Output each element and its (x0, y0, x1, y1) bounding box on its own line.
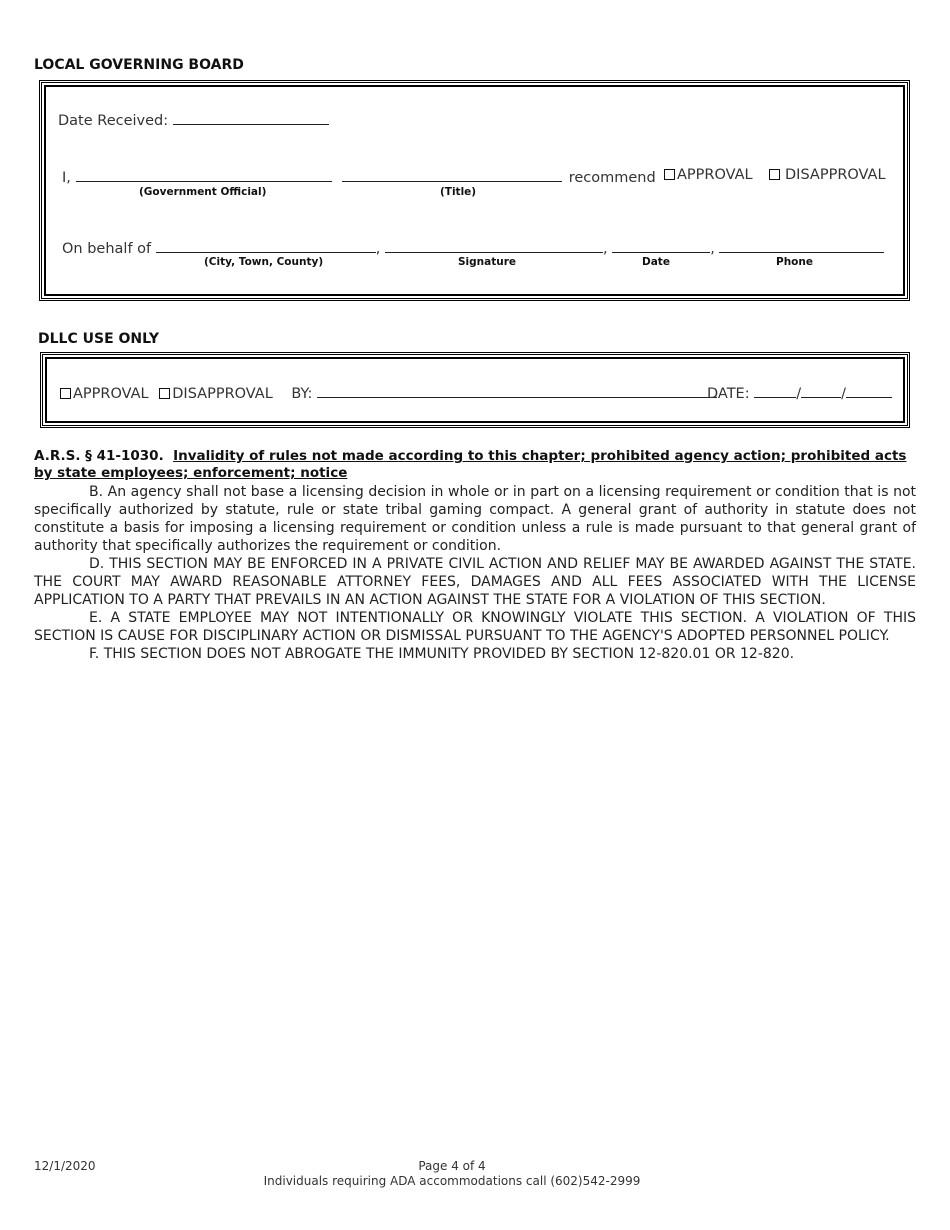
date-field[interactable] (612, 238, 710, 253)
date-received-row (58, 110, 329, 129)
dllc-date-label: DATE: (707, 386, 750, 402)
local-board-title: LOCAL GOVERNING BOARD (34, 57, 244, 73)
dllc-title: DLLC USE ONLY (38, 331, 159, 347)
title-field[interactable] (342, 167, 562, 182)
lgb-approval-checkbox[interactable] (664, 169, 675, 180)
dllc-disapproval-checkbox[interactable] (159, 388, 170, 399)
comma: , (602, 241, 608, 257)
statute-heading (34, 448, 916, 482)
dllc-disapproval-label: DISAPPROVAL (172, 386, 273, 402)
caption-city-town-county: (City, Town, County) (204, 256, 324, 268)
dllc-approval-checkbox[interactable] (60, 388, 71, 399)
comma: , (375, 241, 381, 257)
caption-government-official: (Government Official) (139, 186, 267, 198)
city-town-county-field[interactable] (156, 238, 376, 253)
slash: / (841, 386, 846, 402)
dllc-date-month-field[interactable] (754, 383, 796, 398)
signature-field[interactable] (385, 238, 603, 253)
date-received-label: Date Received: (58, 113, 169, 129)
lgb-disapproval-option[interactable] (769, 167, 886, 183)
statute-paragraph-b: B. An agency shall not base a licensing decision in whole or in part on a licensing requirement or condition that is not specifically authorized by statute, rule or state tribal gaming compact. A general grant of authority in statute does not constitute a basis for imposing a licensing requirement or condition unless a rule is made pursuant to that general grant of authority that specifically authorizes the requirement or condition. (34, 484, 916, 554)
footer-ada-note: Individuals requiring ADA accommodations call (602)542-2999 (263, 1174, 641, 1188)
statute-paragraph-f: F. THIS SECTION DOES NOT ABROGATE THE IMMUNITY PROVIDED BY SECTION 12-820.01 OR 12-820. (89, 646, 795, 662)
government-official-field[interactable] (76, 167, 332, 182)
caption-title: (Title) (440, 186, 477, 198)
statute-title: Invalidity of rules not made according to this chapter; prohibited agency action; prohibited acts by state employees; enforcement; notice (34, 448, 907, 481)
dllc-date-year-field[interactable] (846, 383, 892, 398)
lgb-disapproval-label: DISAPPROVAL (785, 167, 886, 183)
by-label: BY: (291, 386, 313, 402)
slash: / (796, 386, 802, 402)
caption-signature: Signature (458, 256, 517, 268)
dllc-approval-label: APPROVAL (73, 386, 149, 402)
footer-date: 12/1/2020 (34, 1159, 96, 1173)
lgb-approval-label: APPROVAL (677, 167, 753, 183)
caption-phone: Phone (776, 256, 813, 268)
recommend-label: recommend (568, 170, 656, 186)
official-row (62, 167, 656, 186)
statute-section (34, 448, 916, 663)
statute-paragraph-d: D. THIS SECTION MAY BE ENFORCED IN A PRIVATE CIVIL ACTION AND RELIEF MAY BE AWARDED AGAINST THE STATE. THE COURT MAY AWARD REASONABLE ATTORNEY FEES, DAMAGES AND ALL FEES ASSOCIATED WITH THE LICENSE APPLICATION TO A PARTY THAT PREVAILS IN AN ACTION AGAINST THE STATE FOR A VIOLATION OF THIS SECTION. (34, 556, 916, 608)
caption-date: Date (642, 256, 670, 268)
i-label: I, (62, 170, 71, 186)
dllc-date-row (707, 383, 892, 402)
dllc-row (60, 383, 717, 402)
lgb-approval-option[interactable] (664, 167, 753, 183)
footer-page: Page 4 of 4 (418, 1159, 486, 1173)
dllc-date-day-field[interactable] (801, 383, 841, 398)
phone-field[interactable] (719, 238, 884, 253)
on-behalf-label: On behalf of (62, 241, 152, 257)
lgb-disapproval-checkbox[interactable] (769, 169, 780, 180)
by-field[interactable] (317, 383, 717, 398)
statute-citation: A.R.S. § 41-1030. (34, 448, 164, 464)
comma: , (710, 241, 715, 257)
on-behalf-row (62, 238, 884, 257)
statute-paragraph-e: E. A STATE EMPLOYEE MAY NOT INTENTIONALLY OR KNOWINGLY VIOLATE THIS SECTION. A VIOLATION OF THIS SECTION IS CAUSE FOR DISCIPLINARY ACTION OR DISMISSAL PURSUANT TO THE AGENCY'S ADOPTED PERSONNEL POLICY. (34, 610, 916, 644)
date-received-field[interactable] (173, 110, 329, 125)
